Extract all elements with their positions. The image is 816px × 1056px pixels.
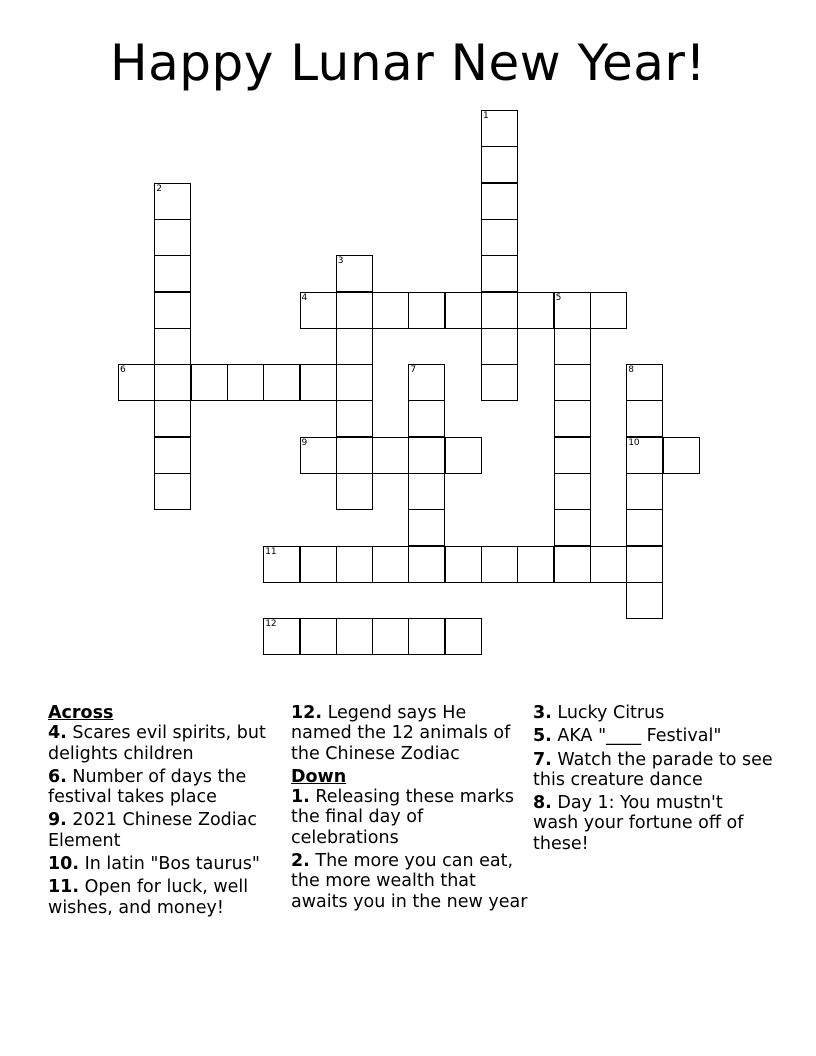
grid-cell[interactable] — [481, 328, 518, 365]
clue-text: Watch the parade to see this creature dance — [533, 749, 773, 790]
cell-number: 3 — [337, 256, 344, 267]
clue-number: 10. — [48, 854, 80, 875]
grid-cell[interactable] — [336, 364, 373, 401]
grid-cell[interactable] — [481, 110, 518, 147]
grid-cell[interactable] — [445, 437, 482, 474]
clue-across-10 — [48, 854, 283, 874]
grid-cell[interactable] — [481, 292, 518, 329]
grid-cell[interactable] — [372, 292, 409, 329]
clue-text: Day 1: You mustn't wash your fortune off of these! — [533, 793, 744, 854]
grid-cell[interactable] — [191, 364, 228, 401]
grid-cell[interactable] — [408, 473, 445, 510]
across-heading: Across — [48, 703, 114, 723]
clue-text: 2021 Chinese Zodiac Element — [48, 810, 257, 851]
grid-cell[interactable] — [154, 400, 191, 437]
clue-number: 11. — [48, 877, 80, 898]
cell-number: 5 — [555, 292, 562, 303]
clue-text: The more you can eat, the more wealth that awaits you in the new year — [291, 851, 528, 912]
clue-text: Scares evil spirits, but delights children — [48, 723, 266, 764]
grid-cell[interactable] — [554, 509, 591, 546]
clue-number: 5. — [533, 726, 552, 747]
grid-cell[interactable] — [663, 437, 700, 474]
clue-across-11 — [48, 877, 283, 918]
grid-cell[interactable] — [481, 183, 518, 220]
clue-text: Open for luck, well wishes, and money! — [48, 877, 249, 918]
grid-cell[interactable] — [408, 437, 445, 474]
clue-number: 8. — [533, 793, 552, 814]
clue-number: 12. — [291, 703, 323, 723]
cell-number: 11 — [265, 546, 277, 557]
grid-cell[interactable] — [336, 400, 373, 437]
cell-number: 2 — [156, 183, 163, 194]
grid-cell[interactable] — [300, 546, 337, 583]
clue-text: AKA "____ Festival" — [551, 726, 722, 747]
grid-cell[interactable] — [626, 437, 663, 474]
clue-number: 9. — [48, 810, 67, 831]
grid-cell[interactable] — [154, 219, 191, 256]
cell-number: 7 — [410, 365, 417, 376]
cell-number: 10 — [628, 437, 640, 448]
grid-cell[interactable] — [626, 546, 663, 583]
clue-number: 3. — [533, 703, 552, 723]
grid-cell[interactable] — [408, 618, 445, 655]
grid-cell[interactable] — [554, 473, 591, 510]
clue-number: 1. — [291, 787, 310, 808]
grid-cell[interactable] — [626, 400, 663, 437]
grid-cell[interactable] — [118, 364, 155, 401]
grid-cell[interactable] — [554, 292, 591, 329]
grid-cell[interactable] — [300, 618, 337, 655]
cell-number: 9 — [301, 437, 308, 448]
grid-cell[interactable] — [408, 292, 445, 329]
clue-down-3 — [533, 703, 773, 723]
grid-cell[interactable] — [300, 437, 337, 474]
grid-cell[interactable] — [481, 364, 518, 401]
grid-cell[interactable] — [554, 328, 591, 365]
clue-down-7 — [533, 750, 773, 791]
grid-cell[interactable] — [336, 618, 373, 655]
grid-cell[interactable] — [445, 546, 482, 583]
grid-cell[interactable] — [154, 364, 191, 401]
grid-cell[interactable] — [481, 546, 518, 583]
cell-number: 8 — [628, 365, 634, 376]
grid-cell[interactable] — [154, 255, 191, 292]
grid-cell[interactable] — [626, 364, 663, 401]
grid-cell[interactable] — [590, 546, 627, 583]
cell-number: 4 — [301, 292, 308, 303]
grid-cell[interactable] — [336, 546, 373, 583]
grid-cell[interactable] — [481, 146, 518, 183]
cell-number: 12 — [265, 619, 277, 630]
page-title: Happy Lunar New Year! — [110, 34, 706, 92]
grid-cell[interactable] — [554, 400, 591, 437]
grid-cell[interactable] — [263, 364, 300, 401]
clue-across-12 — [291, 703, 529, 764]
grid-cell[interactable] — [154, 292, 191, 329]
clue-column-2 — [291, 703, 529, 915]
clue-down-1 — [291, 787, 529, 848]
grid-cell[interactable] — [154, 473, 191, 510]
clue-across-6 — [48, 767, 283, 808]
grid-cell[interactable] — [154, 437, 191, 474]
grid-cell[interactable] — [227, 364, 264, 401]
clue-column-3 — [533, 703, 773, 857]
grid-cell[interactable] — [408, 509, 445, 546]
clue-down-2 — [291, 851, 529, 912]
grid-cell[interactable] — [300, 292, 337, 329]
clue-number: 6. — [48, 766, 67, 787]
clue-text: Releasing these marks the final day of celebrations — [291, 787, 515, 848]
clue-down-5 — [533, 726, 773, 746]
clue-text: Number of days the festival takes place — [48, 766, 247, 808]
grid-cell[interactable] — [408, 546, 445, 583]
grid-cell[interactable] — [626, 473, 663, 510]
grid-cell[interactable] — [372, 618, 409, 655]
grid-cell[interactable] — [263, 546, 300, 583]
grid-cell[interactable] — [554, 437, 591, 474]
clue-number: 4. — [48, 723, 67, 744]
down-heading: Down — [291, 766, 347, 787]
grid-cell[interactable] — [517, 546, 554, 583]
grid-cell[interactable] — [590, 292, 627, 329]
clue-down-8 — [533, 793, 773, 854]
cell-number: 6 — [120, 365, 126, 376]
clue-across-9 — [48, 810, 283, 851]
clue-number: 7. — [533, 749, 552, 770]
grid-cell[interactable] — [408, 400, 445, 437]
clue-number: 2. — [291, 851, 310, 872]
grid-cell[interactable] — [626, 582, 663, 619]
clue-column-1 — [48, 703, 283, 921]
grid-cell[interactable] — [154, 328, 191, 365]
grid-cell[interactable] — [408, 364, 445, 401]
grid-cell[interactable] — [481, 219, 518, 256]
grid-cell[interactable] — [626, 509, 663, 546]
grid-cell[interactable] — [554, 364, 591, 401]
clue-text: In latin "Bos taurus" — [79, 854, 260, 875]
grid-cell[interactable] — [336, 292, 373, 329]
grid-cell[interactable] — [372, 546, 409, 583]
grid-cell[interactable] — [445, 618, 482, 655]
cell-number: 1 — [483, 111, 489, 121]
grid-cell[interactable] — [300, 364, 337, 401]
grid-cell[interactable] — [554, 546, 591, 583]
grid-cell[interactable] — [336, 328, 373, 365]
grid-cell[interactable] — [517, 292, 554, 329]
grid-cell[interactable] — [336, 473, 373, 510]
clue-text: Lucky Citrus — [551, 703, 665, 723]
grid-cell[interactable] — [336, 255, 373, 292]
grid-cell[interactable] — [154, 183, 191, 220]
grid-cell[interactable] — [336, 437, 373, 474]
grid-cell[interactable] — [445, 292, 482, 329]
grid-cell[interactable] — [263, 618, 300, 655]
grid-cell[interactable] — [481, 255, 518, 292]
clue-across-4 — [48, 723, 283, 764]
clue-text: Legend says He named the 12 animals of the Chinese Zodiac — [291, 703, 511, 764]
grid-cell[interactable] — [372, 437, 409, 474]
